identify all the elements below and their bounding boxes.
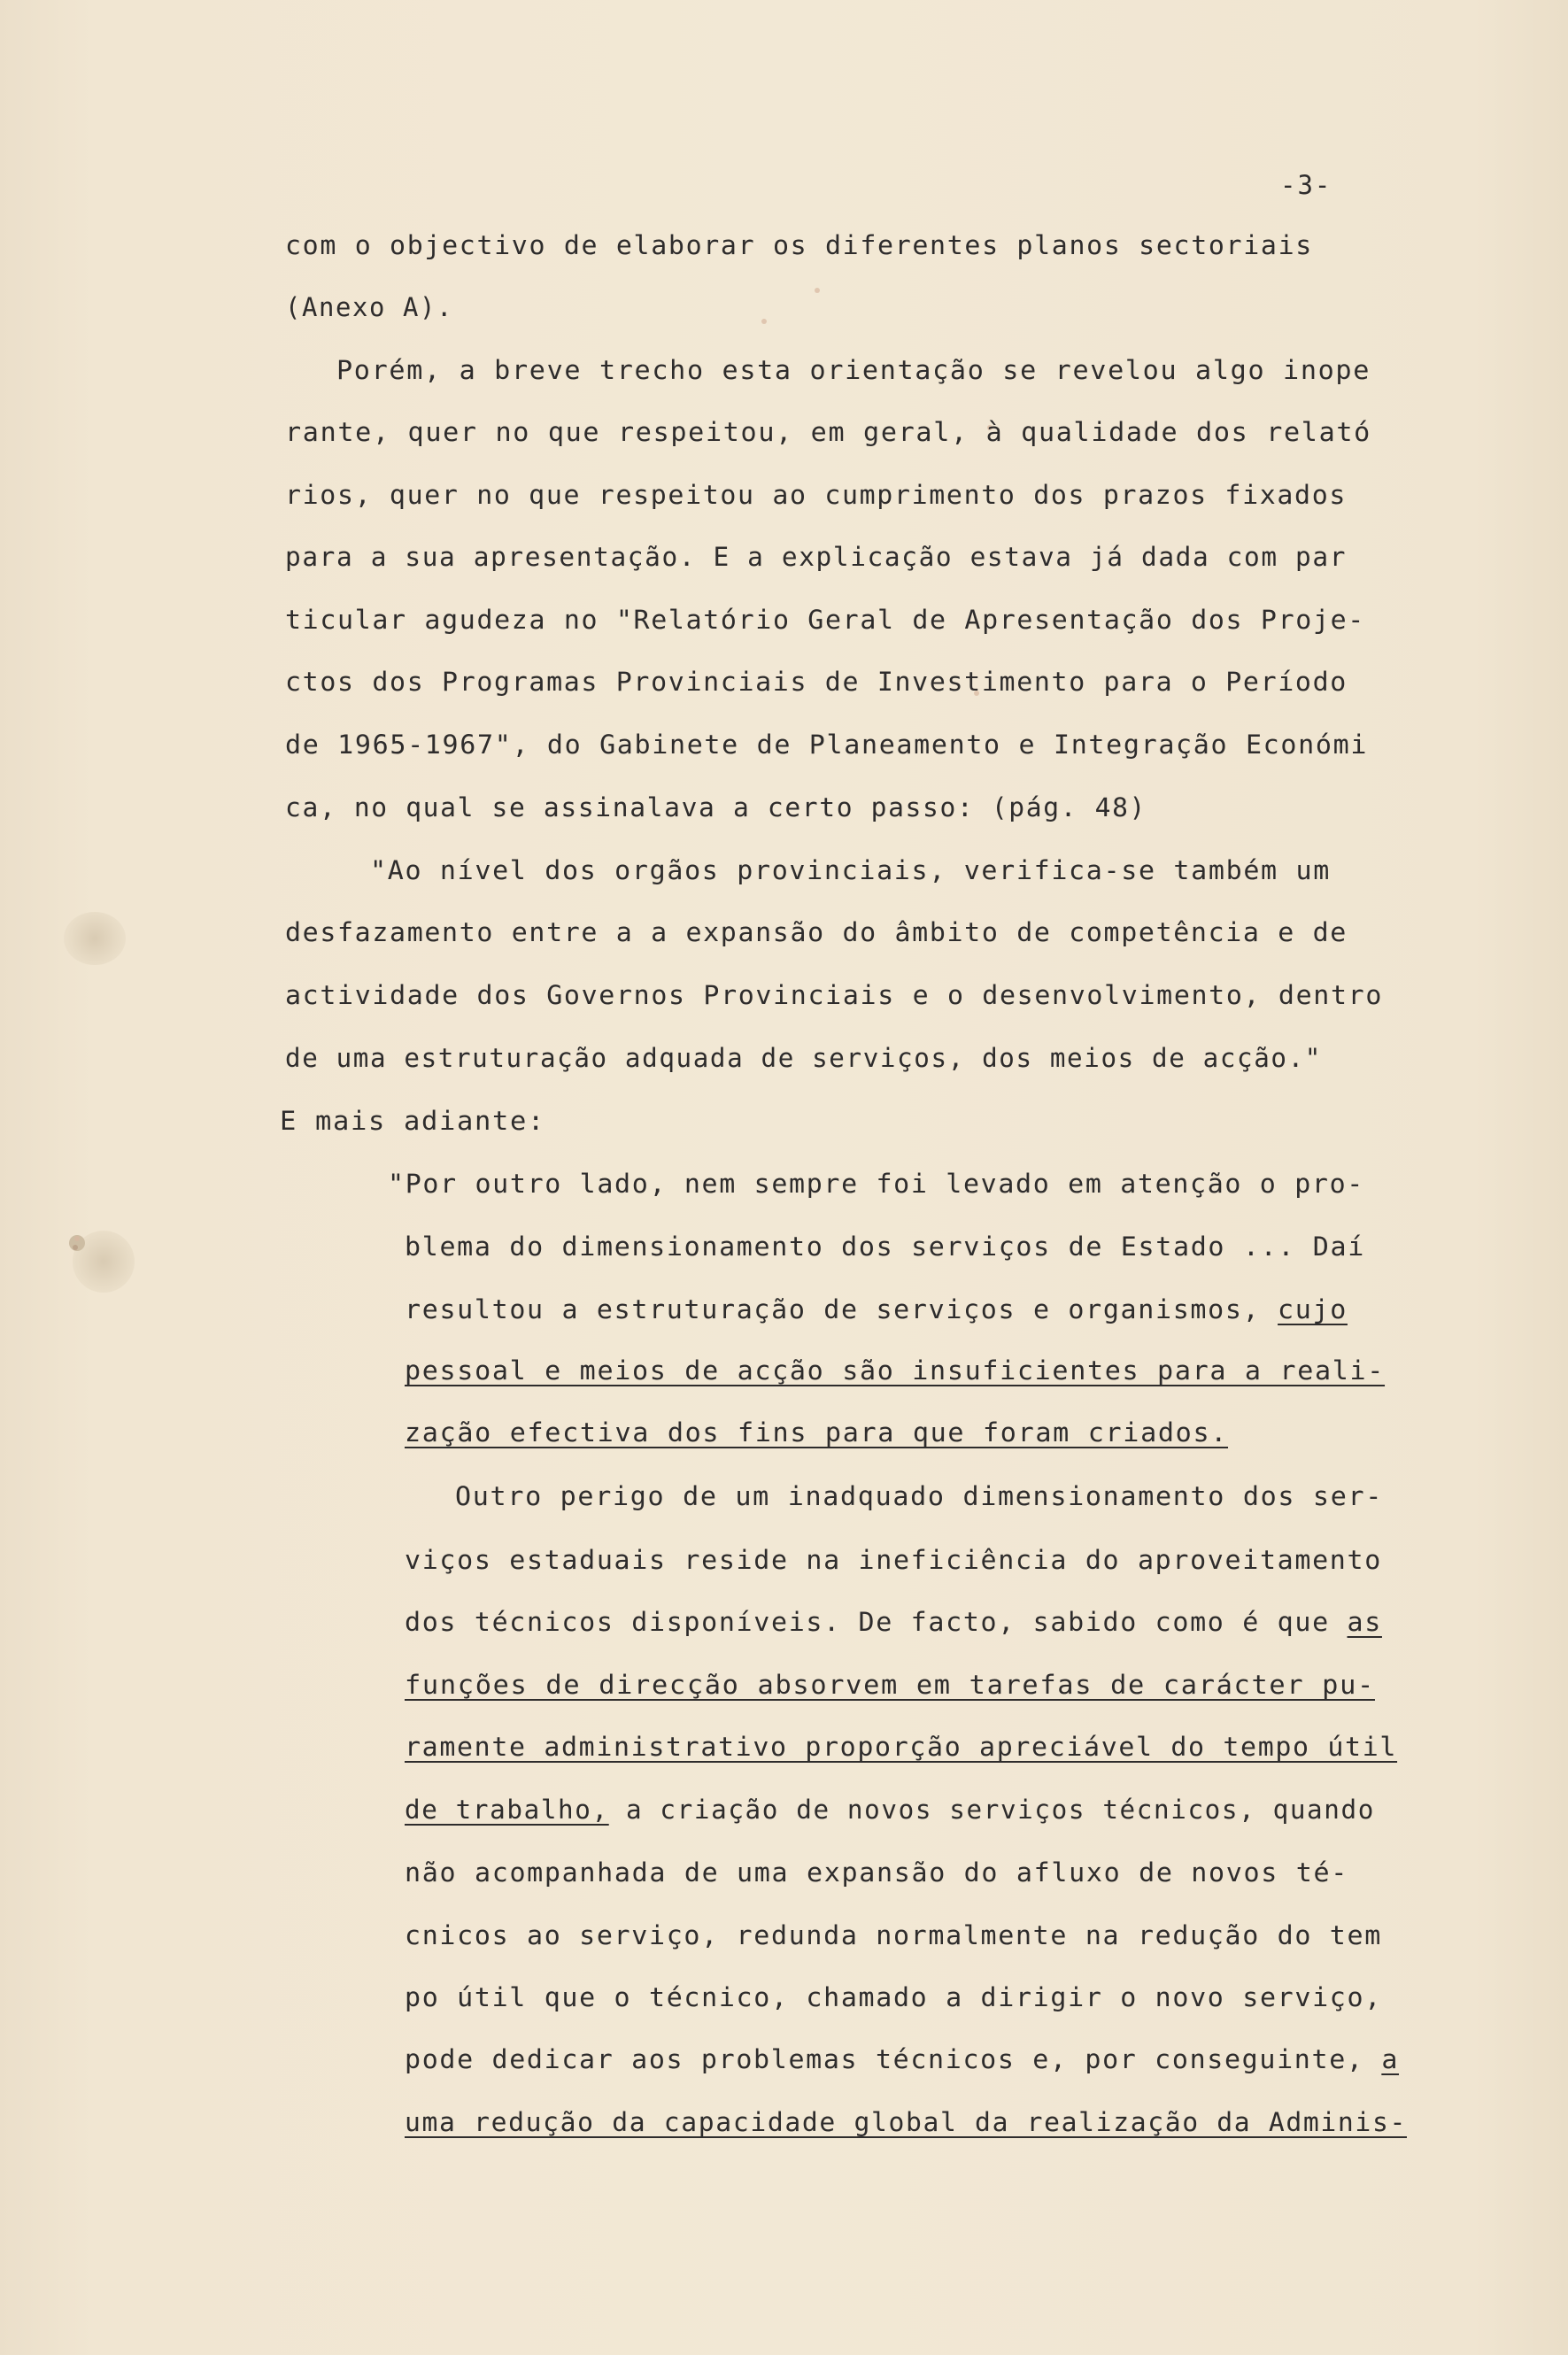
text-segment: E mais adiante: (280, 1106, 546, 1136)
text-line (285, 1042, 1322, 1074)
text-line (405, 1794, 1375, 1826)
text-line (405, 1355, 1385, 1386)
text-line (405, 2106, 1407, 2138)
text-segment: Outro perigo de um inadquado dimensionamento dos ser- (455, 1481, 1384, 1511)
text-line (405, 1293, 1348, 1325)
text-line (285, 729, 1368, 761)
text-line (285, 291, 453, 323)
text-line (388, 1168, 1364, 1200)
text-line (285, 979, 1383, 1011)
text-line (336, 354, 1371, 386)
text-line (405, 1981, 1382, 2013)
page-number: -3- (1280, 170, 1332, 200)
text-segment: "Por outro lado, nem sempre foi levado em atenção o pro- (388, 1169, 1364, 1199)
text-segment: Porém, a breve trecho esta orientação se revelou algo inope (336, 355, 1371, 385)
text-line (285, 229, 1313, 261)
text-line (405, 1417, 1228, 1448)
text-segment: com o objectivo de elaborar os diferentes planos sectoriais (285, 230, 1313, 260)
paper-spot (815, 288, 820, 293)
underlined-text: uma redução da capacidade global da realização da Adminis- (405, 2107, 1407, 2137)
underlined-text: pessoal e meios de acção são insuficientes para a reali- (405, 1355, 1386, 1386)
underlined-text: a (1381, 2044, 1400, 2074)
text-line (285, 791, 1147, 823)
text-line (285, 604, 1365, 636)
text-segment: resultou a estruturação de serviços e organismos, (405, 1294, 1278, 1324)
text-line (285, 541, 1347, 573)
text-line (405, 1231, 1365, 1262)
text-line (280, 1105, 545, 1137)
text-segment: rios, quer no que respeitou ao cumprimento dos prazos fixados (285, 480, 1348, 510)
text-segment: ca, no qual se assinalava a certo passo: (pág. 48) (285, 792, 1147, 822)
paper-spot (74, 1236, 80, 1241)
underlined-text: cujo (1278, 1294, 1348, 1324)
text-segment: actividade dos Governos Provinciais e o desenvolvimento, dentro (285, 980, 1384, 1010)
text-line (405, 1857, 1348, 1888)
text-segment: a criação de novos serviços técnicos, quando (608, 1795, 1375, 1825)
text-segment: viços estaduais reside na ineficiência do aproveitamento (405, 1545, 1382, 1575)
text-segment: rante, quer no que respeitou, em geral, à qualidade dos relató (285, 417, 1371, 447)
text-line (405, 1669, 1375, 1701)
text-segment: blema do dimensionamento dos serviços de Estado ... Daí (405, 1232, 1365, 1262)
text-line (285, 916, 1348, 948)
text-segment: de 1965-1967", do Gabinete de Planeamento e Integração Económi (285, 730, 1369, 760)
text-segment: não acompanhada de uma expansão do afluxo de novos té- (405, 1857, 1348, 1888)
text-line (405, 1606, 1382, 1638)
underlined-text: de trabalho, (405, 1795, 609, 1825)
text-segment: cnicos ao serviço, redunda normalmente na redução do tem (405, 1920, 1382, 1950)
text-segment: para a sua apresentação. E a explicação estava já dada com par (285, 542, 1348, 572)
text-segment: "Ao nível dos orgãos provinciais, verifica-se também um (370, 855, 1331, 885)
text-line (285, 479, 1347, 511)
underlined-text: zação efectiva dos fins para que foram criados. (405, 1417, 1229, 1448)
text-segment: ctos dos Programas Provinciais de Investimento para o Período (285, 667, 1348, 697)
text-line (405, 1544, 1382, 1576)
text-line (405, 1919, 1382, 1951)
text-line (370, 854, 1331, 886)
text-line (405, 2043, 1399, 2075)
text-segment: (Anexo A). (285, 292, 453, 322)
text-segment: desfazamento entre a a expansão do âmbito de competência e de (285, 917, 1348, 947)
text-line (285, 666, 1348, 698)
text-line (455, 1480, 1383, 1512)
text-segment: dos técnicos disponíveis. De facto, sabido como é que (405, 1607, 1348, 1637)
underlined-text: ramente administrativo proporção apreciável do tempo útil (405, 1732, 1398, 1762)
text-segment: de uma estruturação adquada de serviços, dos meios de acção." (285, 1043, 1323, 1073)
paper-spot (73, 1245, 78, 1250)
text-line (405, 1731, 1397, 1763)
underlined-text: funções de direcção absorvem em tarefas de carácter pu- (405, 1670, 1375, 1700)
text-line (285, 416, 1371, 448)
text-segment: pode dedicar aos problemas técnicos e, por conseguinte, (405, 2044, 1382, 2074)
underlined-text: as (1347, 1607, 1382, 1637)
punch-hole (64, 912, 126, 965)
text-segment: ticular agudeza no "Relatório Geral de Apresentação dos Proje- (285, 605, 1365, 635)
text-segment: po útil que o técnico, chamado a dirigir o novo serviço, (405, 1982, 1382, 2012)
paper-spot (761, 319, 767, 324)
